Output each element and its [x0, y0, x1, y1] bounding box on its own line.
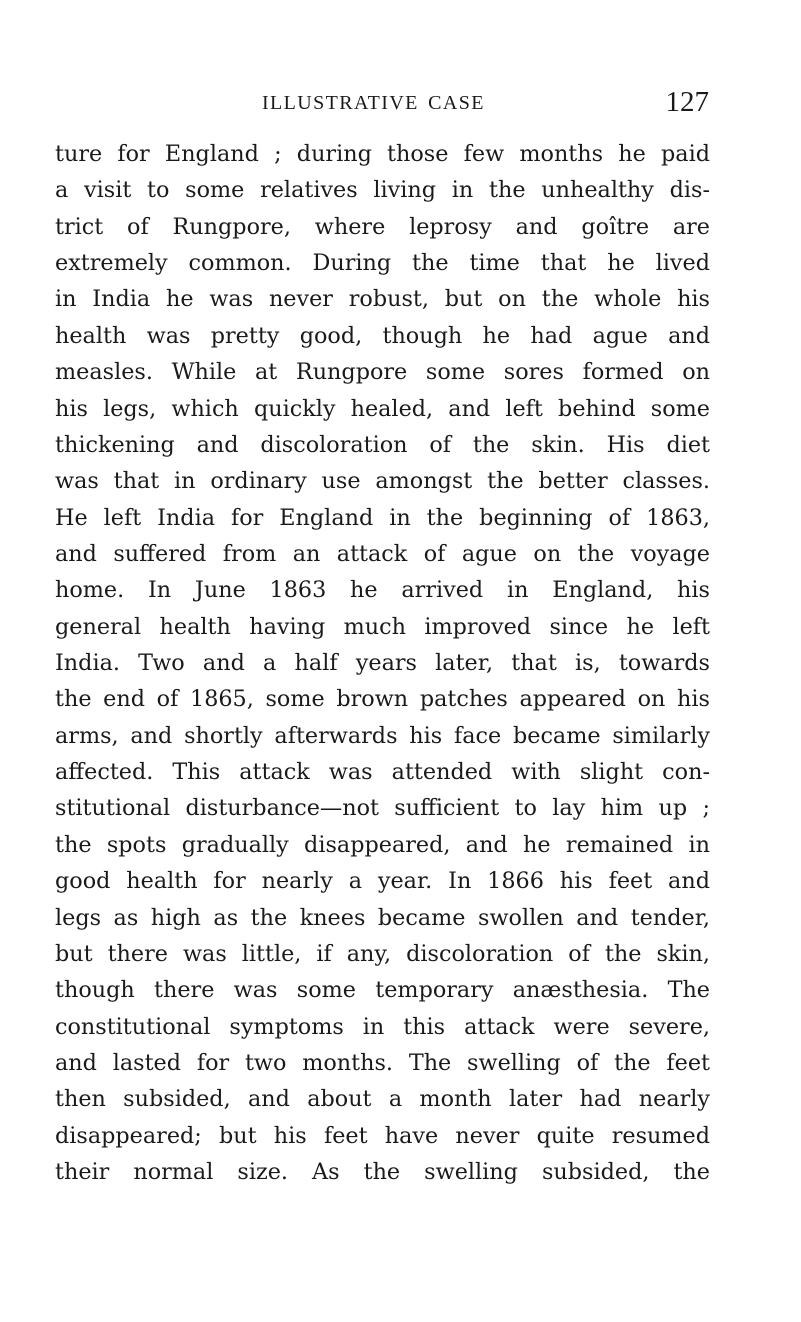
text-line: arms, and shortly afterwards his face became similarly	[55, 722, 710, 749]
text-line: his legs, which quickly healed, and left behind some	[55, 395, 710, 422]
text-line: then subsided, and about a month later had nearly	[55, 1086, 710, 1113]
text-line: thickening and discoloration of the skin. His diet	[55, 431, 710, 458]
body-text	[55, 136, 710, 1190]
text-line: extremely common. During the time that he lived	[55, 250, 710, 277]
text-line: the end of 1865, some brown patches appeared on his	[55, 686, 710, 713]
text-line: disappeared; but his feet have never quite resumed	[55, 1122, 710, 1149]
text-line: the spots gradually disappeared, and he remained in	[55, 831, 710, 858]
text-line: He left India for England in the beginning of 1863,	[55, 504, 710, 531]
text-line: legs as high as the knees became swollen and tender,	[55, 904, 710, 931]
text-line: trict of Rungpore, where leprosy and goître are	[55, 213, 710, 240]
text-line: affected. This attack was attended with slight con-	[55, 759, 710, 786]
text-line: and suffered from an attack of ague on the voyage	[55, 540, 710, 567]
text-line: general health having much improved since he left	[55, 613, 710, 640]
text-line: home. In June 1863 he arrived in England, his	[55, 577, 710, 604]
text-line: but there was little, if any, discoloration of the skin,	[55, 940, 710, 967]
text-line: India. Two and a half years later, that is, towards	[55, 650, 710, 677]
text-line: health was pretty good, though he had ague and	[55, 322, 710, 349]
text-line: a visit to some relatives living in the unhealthy dis-	[55, 177, 710, 204]
text-line: good health for nearly a year. In 1866 his feet and	[55, 868, 710, 895]
running-header	[262, 88, 709, 122]
text-line: ture for England ; during those few months he paid	[55, 141, 710, 167]
running-header-title: ILLUSTRATIVE CASE	[262, 92, 485, 114]
text-line: and lasted for two months. The swelling of the feet	[55, 1049, 710, 1076]
text-line: their normal size. As the swelling subsided, the	[55, 1159, 710, 1186]
text-line: in India he was never robust, but on the whole his	[55, 286, 710, 313]
text-line: measles. While at Rungpore some sores formed on	[55, 359, 710, 386]
page-number: 127	[665, 86, 709, 118]
text-line: constitutional symptoms in this attack were severe,	[55, 1013, 710, 1040]
text-line: stitutional disturbance—not sufficient to lay him up ;	[55, 795, 710, 822]
text-line: though there was some temporary anæsthesia. The	[55, 977, 710, 1004]
text-line: was that in ordinary use amongst the better classes.	[55, 468, 710, 495]
